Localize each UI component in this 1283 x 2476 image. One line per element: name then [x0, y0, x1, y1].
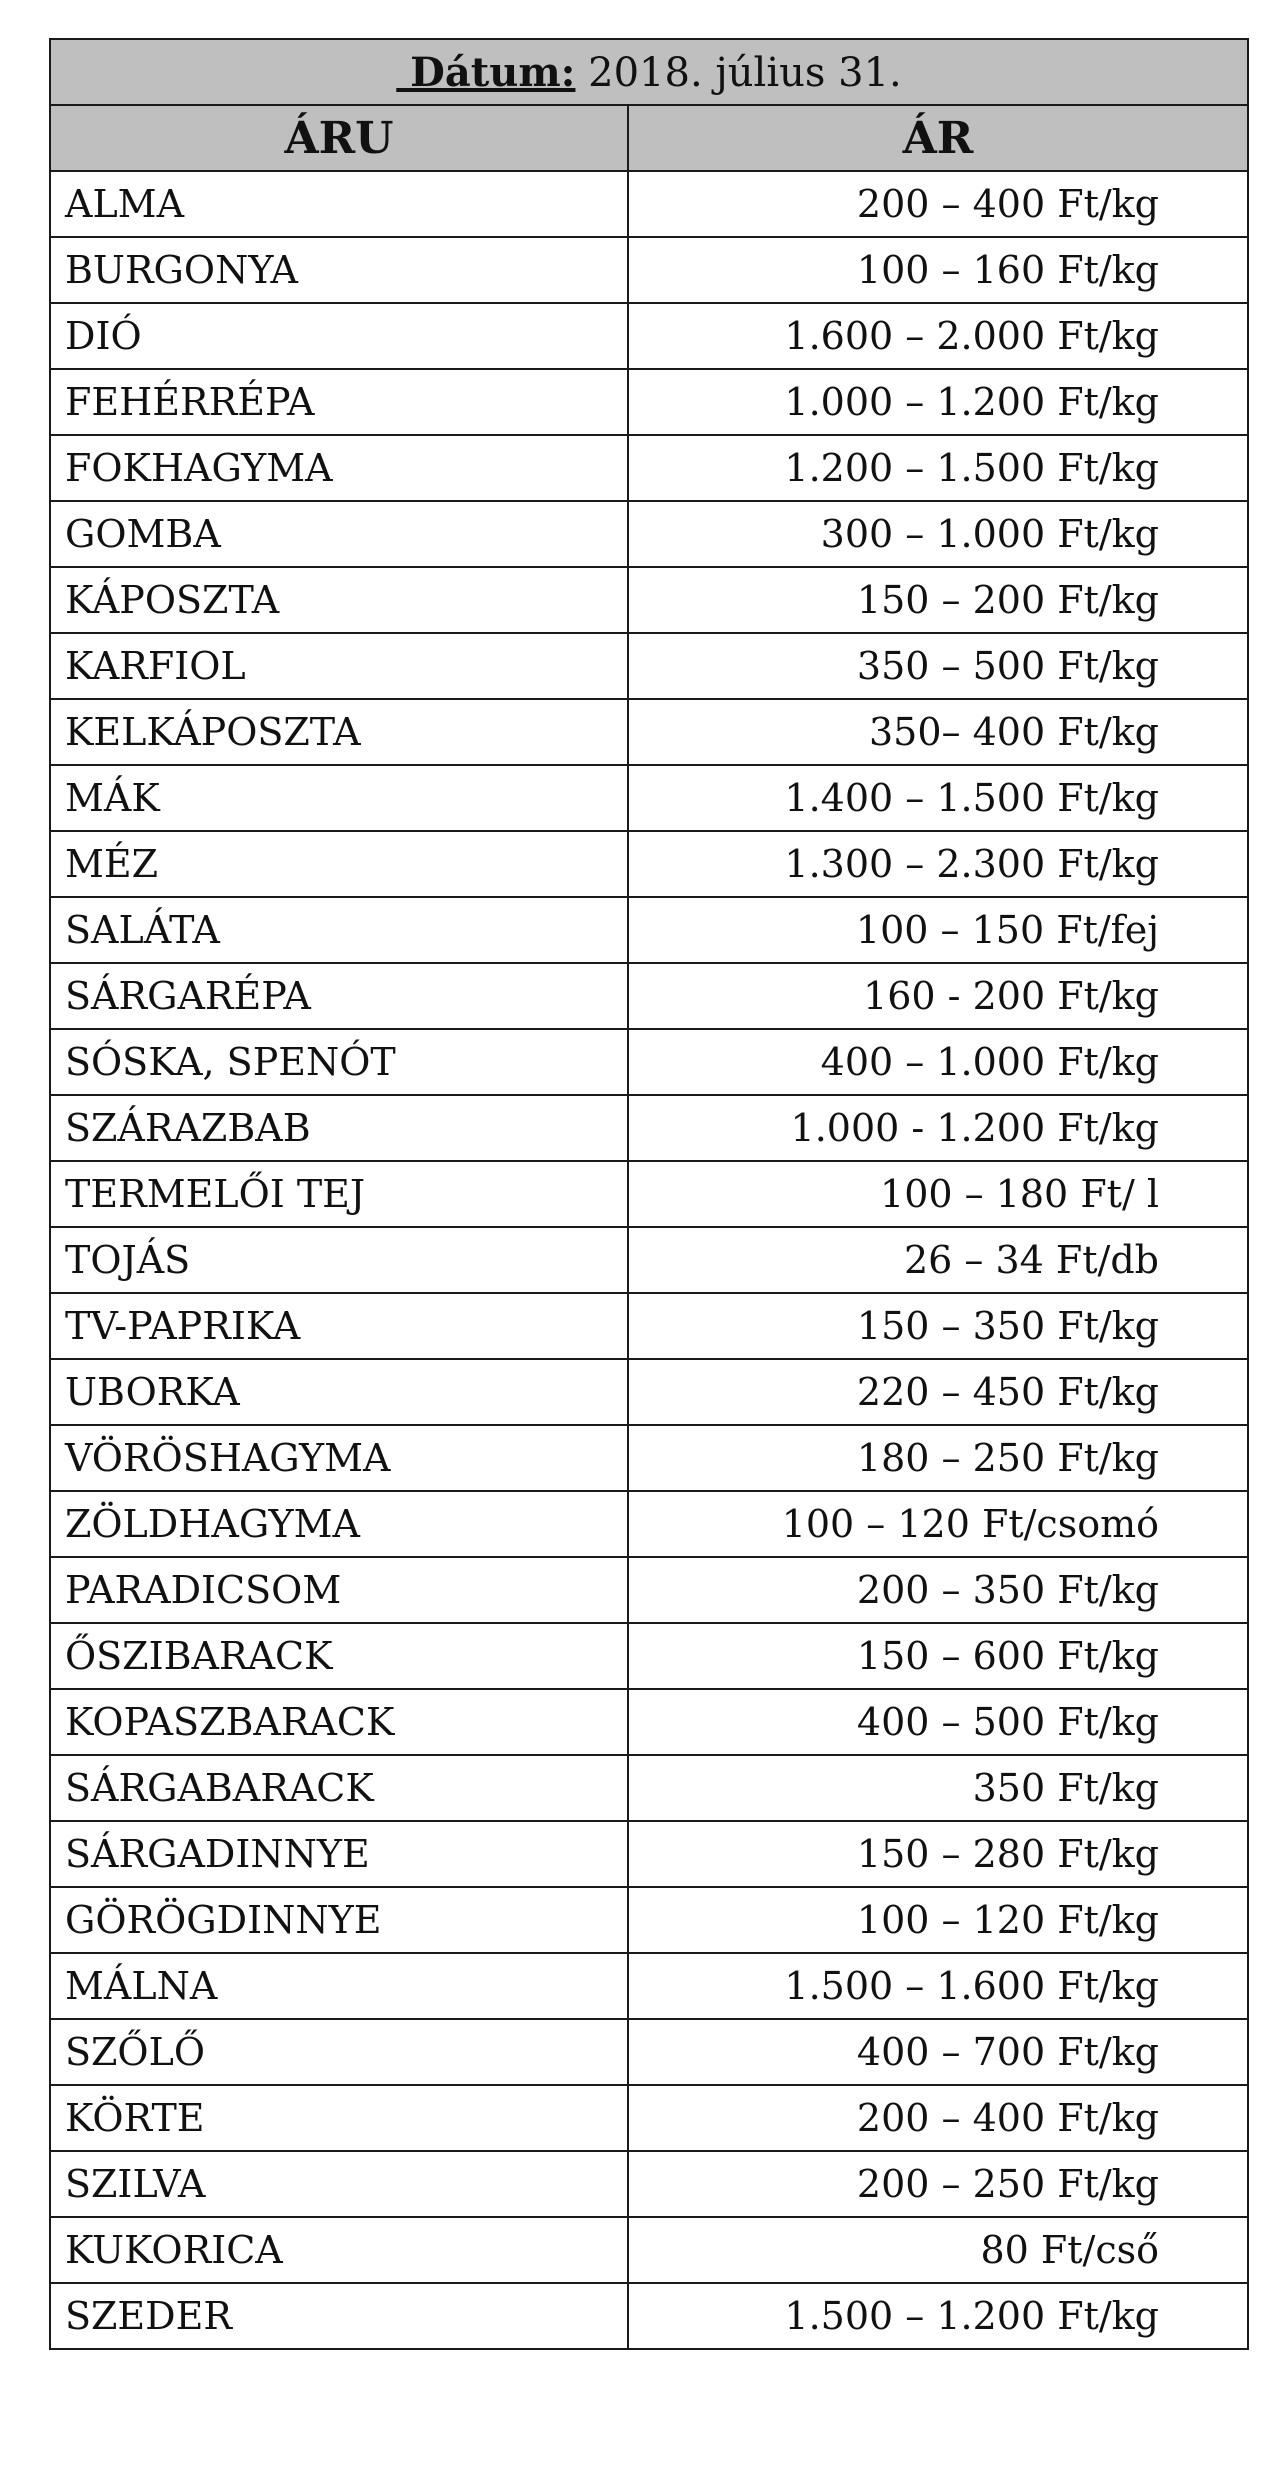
- item-name: GOMBA: [50, 501, 628, 567]
- table-row: [50, 1953, 1248, 2019]
- table-row: [50, 963, 1248, 1029]
- item-name: KÖRTE: [50, 2085, 628, 2151]
- item-name: SÓSKA, SPENÓT: [50, 1029, 628, 1095]
- table-row: [50, 567, 1248, 633]
- table-row: [50, 237, 1248, 303]
- table-row: [50, 1623, 1248, 1689]
- item-price: 220 – 450 Ft/kg: [628, 1359, 1248, 1425]
- item-price: 100 – 160 Ft/kg: [628, 237, 1248, 303]
- item-name: TERMELŐI TEJ: [50, 1161, 628, 1227]
- item-price: 1.300 – 2.300 Ft/kg: [628, 831, 1248, 897]
- item-price: 150 – 600 Ft/kg: [628, 1623, 1248, 1689]
- item-name: SÁRGARÉPA: [50, 963, 628, 1029]
- table-row: [50, 435, 1248, 501]
- column-header-row: [50, 105, 1248, 171]
- item-price: 150 – 200 Ft/kg: [628, 567, 1248, 633]
- table-row: [50, 1161, 1248, 1227]
- item-name: SZŐLŐ: [50, 2019, 628, 2085]
- table-row: [50, 765, 1248, 831]
- item-price: 150 – 280 Ft/kg: [628, 1821, 1248, 1887]
- item-name: UBORKA: [50, 1359, 628, 1425]
- price-list-sheet: [49, 38, 1247, 2350]
- table-row: [50, 831, 1248, 897]
- item-price: 80 Ft/cső: [628, 2217, 1248, 2283]
- item-price: 100 – 180 Ft/ l: [628, 1161, 1248, 1227]
- item-price: 350 – 500 Ft/kg: [628, 633, 1248, 699]
- table-row: [50, 1095, 1248, 1161]
- table-row: [50, 1491, 1248, 1557]
- item-price: 200 – 400 Ft/kg: [628, 171, 1248, 237]
- item-name: BURGONYA: [50, 237, 628, 303]
- price-table: [49, 38, 1249, 2350]
- item-price: 200 – 400 Ft/kg: [628, 2085, 1248, 2151]
- column-header-item: ÁRU: [50, 105, 628, 171]
- date-cell: [50, 39, 1248, 105]
- item-name: VÖRÖSHAGYMA: [50, 1425, 628, 1491]
- item-name: SÁRGADINNYE: [50, 1821, 628, 1887]
- item-price: 300 – 1.000 Ft/kg: [628, 501, 1248, 567]
- item-price: 1.200 – 1.500 Ft/kg: [628, 435, 1248, 501]
- table-row: [50, 1689, 1248, 1755]
- item-price: 100 – 150 Ft/fej: [628, 897, 1248, 963]
- table-row: [50, 2085, 1248, 2151]
- item-price: 1.000 – 1.200 Ft/kg: [628, 369, 1248, 435]
- date-label: Dátum:: [396, 48, 576, 96]
- item-name: FOKHAGYMA: [50, 435, 628, 501]
- date-row: [50, 39, 1248, 105]
- item-name: ŐSZIBARACK: [50, 1623, 628, 1689]
- item-name: KELKÁPOSZTA: [50, 699, 628, 765]
- item-name: SZEDER: [50, 2283, 628, 2349]
- table-row: [50, 699, 1248, 765]
- item-price: 400 – 1.000 Ft/kg: [628, 1029, 1248, 1095]
- table-row: [50, 1359, 1248, 1425]
- item-name: ZÖLDHAGYMA: [50, 1491, 628, 1557]
- date-value: 2018. július 31.: [588, 49, 902, 96]
- table-row: [50, 2283, 1248, 2349]
- table-row: [50, 1887, 1248, 1953]
- table-row: [50, 1557, 1248, 1623]
- item-name: FEHÉRRÉPA: [50, 369, 628, 435]
- item-price: 200 – 350 Ft/kg: [628, 1557, 1248, 1623]
- table-row: [50, 501, 1248, 567]
- item-name: ALMA: [50, 171, 628, 237]
- table-row: [50, 2151, 1248, 2217]
- item-price: 400 – 700 Ft/kg: [628, 2019, 1248, 2085]
- item-name: KUKORICA: [50, 2217, 628, 2283]
- table-row: [50, 1425, 1248, 1491]
- item-name: SALÁTA: [50, 897, 628, 963]
- table-row: [50, 1755, 1248, 1821]
- column-header-price: ÁR: [628, 105, 1248, 171]
- item-price: 100 – 120 Ft/csomó: [628, 1491, 1248, 1557]
- table-row: [50, 1029, 1248, 1095]
- table-row: [50, 1821, 1248, 1887]
- item-name: MÁK: [50, 765, 628, 831]
- table-row: [50, 1227, 1248, 1293]
- price-rows: [50, 171, 1248, 2349]
- item-price: 400 – 500 Ft/kg: [628, 1689, 1248, 1755]
- table-row: [50, 633, 1248, 699]
- item-name: MÉZ: [50, 831, 628, 897]
- table-row: [50, 2019, 1248, 2085]
- item-price: 200 – 250 Ft/kg: [628, 2151, 1248, 2217]
- table-row: [50, 303, 1248, 369]
- item-price: 100 – 120 Ft/kg: [628, 1887, 1248, 1953]
- item-price: 1.500 – 1.200 Ft/kg: [628, 2283, 1248, 2349]
- item-price: 1.600 – 2.000 Ft/kg: [628, 303, 1248, 369]
- item-name: GÖRÖGDINNYE: [50, 1887, 628, 1953]
- item-name: KARFIOL: [50, 633, 628, 699]
- item-price: 350 Ft/kg: [628, 1755, 1248, 1821]
- item-name: SZÁRAZBAB: [50, 1095, 628, 1161]
- item-name: SZILVA: [50, 2151, 628, 2217]
- item-name: DIÓ: [50, 303, 628, 369]
- item-name: PARADICSOM: [50, 1557, 628, 1623]
- item-price: 1.000 - 1.200 Ft/kg: [628, 1095, 1248, 1161]
- item-price: 180 – 250 Ft/kg: [628, 1425, 1248, 1491]
- table-row: [50, 171, 1248, 237]
- item-name: TV-PAPRIKA: [50, 1293, 628, 1359]
- item-price: 26 – 34 Ft/db: [628, 1227, 1248, 1293]
- item-name: TOJÁS: [50, 1227, 628, 1293]
- item-name: KOPASZBARACK: [50, 1689, 628, 1755]
- item-price: 150 – 350 Ft/kg: [628, 1293, 1248, 1359]
- item-price: 160 - 200 Ft/kg: [628, 963, 1248, 1029]
- table-row: [50, 2217, 1248, 2283]
- item-name: SÁRGABARACK: [50, 1755, 628, 1821]
- table-row: [50, 897, 1248, 963]
- item-name: MÁLNA: [50, 1953, 628, 2019]
- table-row: [50, 369, 1248, 435]
- item-price: 350– 400 Ft/kg: [628, 699, 1248, 765]
- item-name: KÁPOSZTA: [50, 567, 628, 633]
- item-price: 1.500 – 1.600 Ft/kg: [628, 1953, 1248, 2019]
- table-row: [50, 1293, 1248, 1359]
- item-price: 1.400 – 1.500 Ft/kg: [628, 765, 1248, 831]
